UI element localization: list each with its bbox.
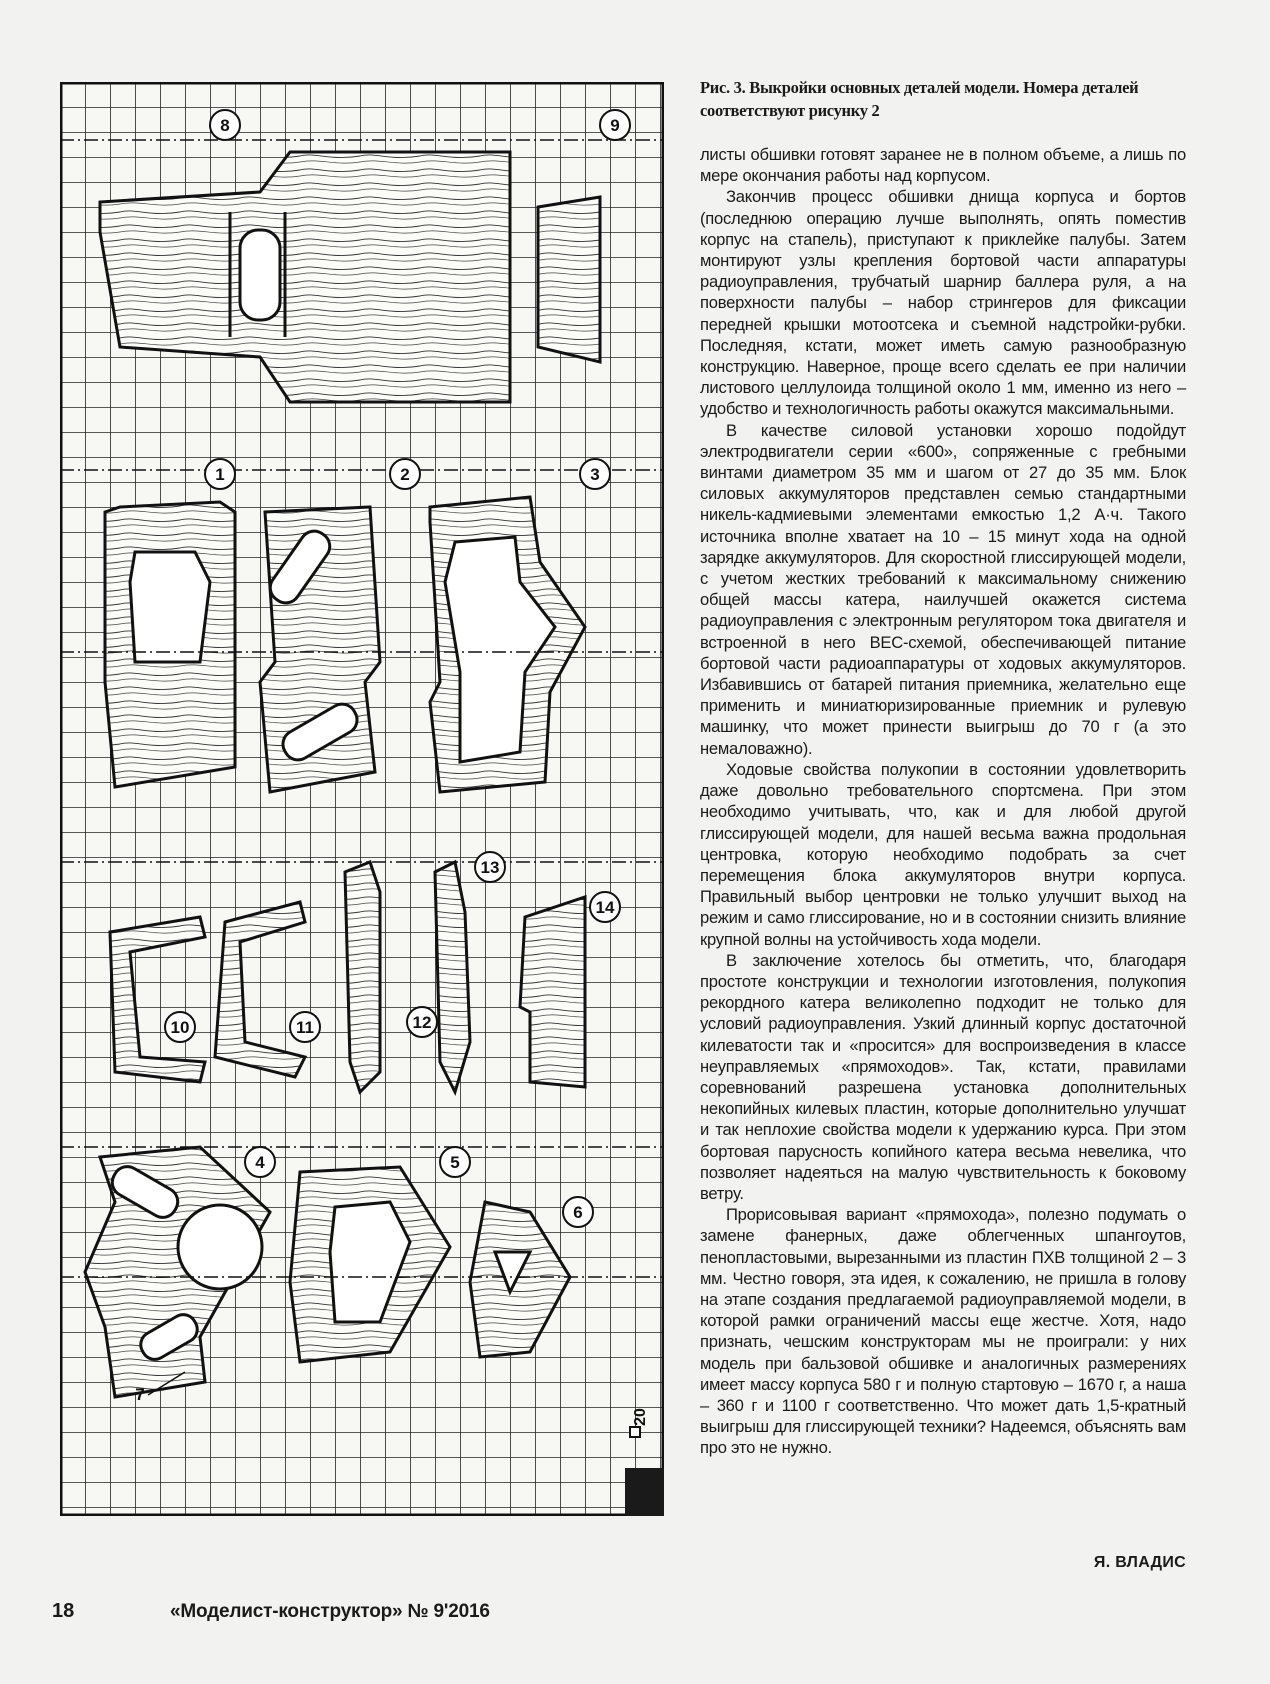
label-12-text: 12 [412, 1013, 432, 1032]
label-4 [245, 1147, 275, 1177]
article-paragraph: Прорисовывая вариант «прямохода», полезно подумать о замене фанерных, даже облегченных шпангоутов, пенопластовыми, вырезанными из пластин ПХВ толщиной 2 – 3 мм. Честно говоря, эта идея, к сожалению, не пришла в голову на этапе создания предлагаемой радиоуправляемой модели, в которой рамки ограничений массы еще жестче. Хотя, надо признать, чешским конструкторам мы не проиграли: у них модель при бальзовой обшивке и аналогичных размерениях имеет массу корпуса 580 г и полную стартовую – 1670 г, а наша – 360 г и 1100 г соответственно. Что может дать 1,5-кратный выигрыш для глиссирующей техники? Надеемся, объяснять вам про это не нужно. [700, 1205, 1186, 1458]
label-8-text: 8 [220, 116, 230, 135]
label-3 [580, 459, 610, 489]
article-paragraph: Закончив процесс обшивки днища корпуса и бортов (последнюю операцию лучше выполнять, опять поместив корпус на стапель), приступают к приклейке палубы. Затем монтируют узлы крепления бортовой части аппаратуры радиоуправления, трубчатый шарнир баллера руля, а на поверхности палубы – набор стрингеров для фиксации передней крышки мотоотсека и съемной надстройки-рубки. Последняя, кстати, может иметь самую разнообразную конструкцию. Наверное, проще всего сделать ее при наличии листового целлулоида толщиной около 1 мм, именно из него – удобство и технологичность работы окажутся максимальными. [700, 187, 1186, 419]
label-11-text: 11 [296, 1018, 314, 1037]
article-paragraph: В качестве силовой установки хорошо подойдут электродвигатели серии «600», сопряженные с гребными винтами диаметром 35 мм и шагом от 27 до 35 мм. Блок силовых аккумуляторов представлен семью стандартными никель-кадмиевыми элементами емкостью 1,2 А·ч. Такого источника вполне хватает на 10 – 15 минут хода на одной зарядке аккумуляторов. Для скоростной глиссирующей модели, с учетом жестких требований к максимальному снижению общей массы катера, наилучшей окажется система радиоуправления с электронным регулятором тока двигателя и встроенной в него ВЕС-схемой, обеспечивающей питание бортовой части радиоаппаратуры от ходовых аккумуляторов. Избавившись от батарей питания приемника, желательно еще применить и миниатюризированные приемник и рулевую машинку, что может принести выигрыш до 70 г (а это немаловажно). [700, 420, 1186, 758]
article-paragraph: В заключение хотелось бы отметить, что, благодаря простоте конструкции и технологии изготовления, полукопия рекордного катера великолепно подходит не только для условий радиоуправления. Узкий длинный корпус достаточной килеватости так и «просится» для воспроизведения в классе неуправляемых «прямоходов». Так, кстати, правилами соревнований разрешена установка дополнительных некопийных килевых пластин, которые дополнительно улучшат и так неплохие свойства модели к удержанию курса. При этом бортовая парусность копийного катера весьма невелика, что позволяет надеяться на малую чувствительность к боковому ветру. [700, 950, 1186, 1203]
label-2 [390, 459, 420, 489]
journal-title: «Моделист-конструктор» № 9'2016 [170, 1601, 490, 1622]
label-10 [165, 1012, 195, 1042]
label-1 [205, 459, 235, 489]
pattern-drawing [60, 82, 664, 1516]
label-11 [290, 1012, 320, 1042]
label-14-text: 14 [595, 898, 615, 917]
label-1-text: 1 [215, 465, 225, 484]
article-body [700, 144, 1186, 1459]
label-13-text: 13 [480, 858, 500, 877]
article-paragraph: Ходовые свойства полукопии в состоянии удовлетворить даже довольно требовательного спортсмена. При этом необходимо учитывать, что, как и для любой другой глиссирующей модели, для нашей весьма важна продольная центровка, которую необходимо подобрать за счет перемещения блока аккумуляторов внутри корпуса. Правильный выбор центровки не только улучшит выход на режим и само глиссирование, но и в состоянии снизить влияние крупной волны на устойчивость хода модели. [700, 759, 1186, 949]
label-6-text: 6 [573, 1203, 583, 1222]
page-number: 18 [52, 1600, 75, 1622]
part-2 [260, 507, 380, 792]
author-signature: Я. ВЛАДИС [1093, 1554, 1186, 1571]
label-8 [210, 110, 240, 140]
scale-label-text: 20 [632, 1408, 649, 1426]
part-14 [520, 897, 585, 1087]
label-5 [440, 1147, 470, 1177]
pattern-figure [60, 82, 664, 1516]
label-12 [407, 1007, 437, 1037]
label-10-text: 10 [170, 1018, 190, 1037]
label-7-text: 7 [135, 1385, 145, 1404]
label-9 [600, 110, 630, 140]
part-1 [105, 502, 235, 787]
label-2-text: 2 [400, 465, 410, 484]
label-5-text: 5 [450, 1153, 460, 1172]
article-paragraph: листы обшивки готовят заранее не в полном объеме, а лишь по мере окончания работы над корпусом. [700, 145, 1186, 186]
label-4-text: 4 [255, 1153, 265, 1172]
label-13 [475, 852, 505, 882]
label-14 [590, 892, 620, 922]
label-3-text: 3 [590, 465, 600, 484]
part-12 [345, 862, 380, 1092]
scale-square [625, 1468, 664, 1516]
label-9-text: 9 [610, 116, 620, 135]
figure-caption: Рис. 3. Выкройки основных деталей модели. Номера деталей соответствуют рисунку 2 [700, 78, 1139, 120]
part-9 [538, 197, 600, 362]
label-6 [563, 1197, 593, 1227]
